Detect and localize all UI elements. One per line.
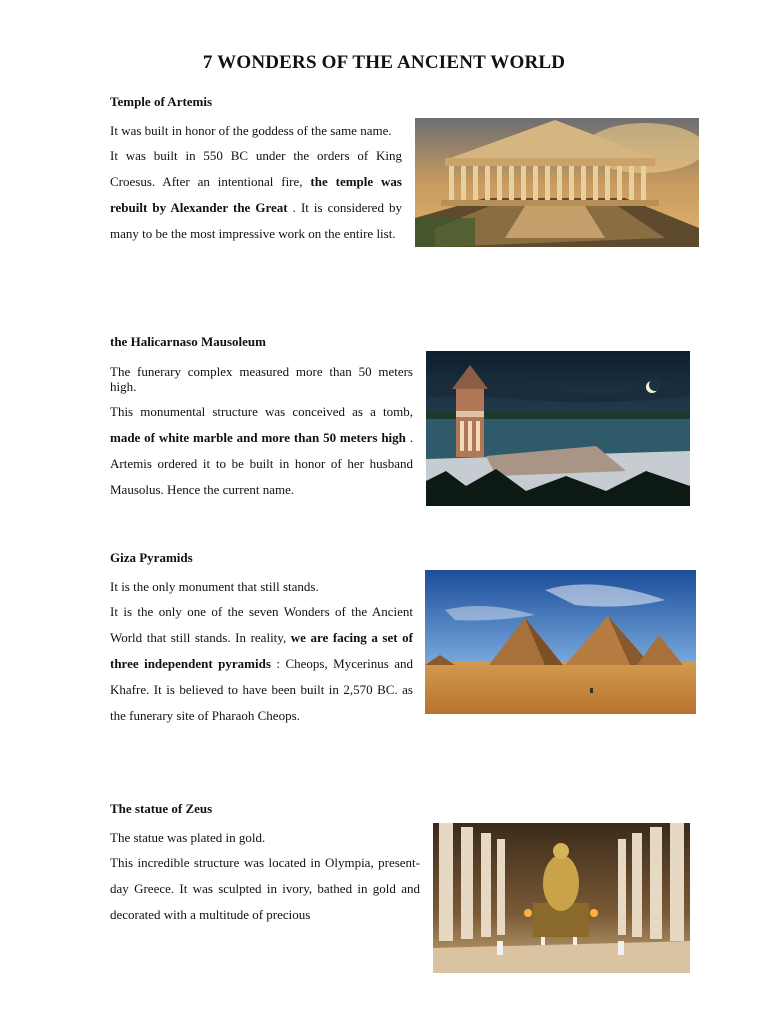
section-paragraph-1: The funerary complex measured more than 50 meters high. — [110, 364, 413, 394]
section-temple-of-artemis — [110, 94, 212, 110]
mausoleum-image — [426, 351, 690, 506]
section-paragraph-2: It was built in 550 BC under the orders of King Croesus. After an intentional fire, the temple was rebuilt by Alexander the Great . It is considered by many to be the most impressive work on the entire list. — [110, 148, 402, 241]
section-body — [110, 830, 420, 928]
document-title: 7 WONDERS OF THE ANCIENT WORLD — [202, 52, 566, 73]
section-paragraph-1: It is the only monument that still stands. — [110, 579, 319, 594]
section-body — [110, 364, 413, 503]
section-heading: Temple of Artemis — [110, 94, 213, 109]
statue-of-zeus-image — [433, 823, 690, 973]
bold-phrase: we are facing a set of three independent pyramids — [110, 630, 413, 671]
section-heading: the Halicarnaso Mausoleum — [110, 334, 266, 349]
section-paragraph-2: This incredible structure was located in Olympia, present-day Greece. It was sculpted in ivory, bathed in gold and decorated with a multitude of precious — [110, 855, 420, 922]
section-heading: Giza Pyramids — [110, 550, 193, 565]
section-paragraph-1: It was built in honor of the goddess of the same name. — [110, 123, 392, 138]
section-paragraph-2: It is the only one of the seven Wonders of the Ancient World that still stands. In reality, we are facing a set of three independent pyramids : Cheops, Mycerinus and Khafre. It is believed to have been built in 2,570 BC. as the funerary site of Pharaoh Cheops. — [110, 604, 413, 723]
giza-pyramids-image — [425, 570, 696, 714]
section-body — [110, 579, 413, 729]
section-paragraph-1: The statue was plated in gold. — [110, 830, 266, 845]
section-halicarnaso-mausoleum — [110, 334, 266, 350]
section-giza-pyramids — [110, 550, 193, 566]
section-paragraph-2: This monumental structure was conceived as a tomb, made of white marble and more than 50 meters high . Artemis ordered it to be built in honor of her husband Mausolus. Hence the current name. — [110, 404, 413, 497]
bold-phrase: the temple was rebuilt by Alexander the Great — [110, 174, 402, 215]
section-statue-of-zeus — [110, 801, 212, 817]
temple-of-artemis-image — [415, 118, 699, 247]
bold-phrase: made of white marble and more than 50 meters high — [110, 430, 406, 445]
section-heading: The statue of Zeus — [110, 801, 213, 816]
section-body — [110, 123, 402, 247]
